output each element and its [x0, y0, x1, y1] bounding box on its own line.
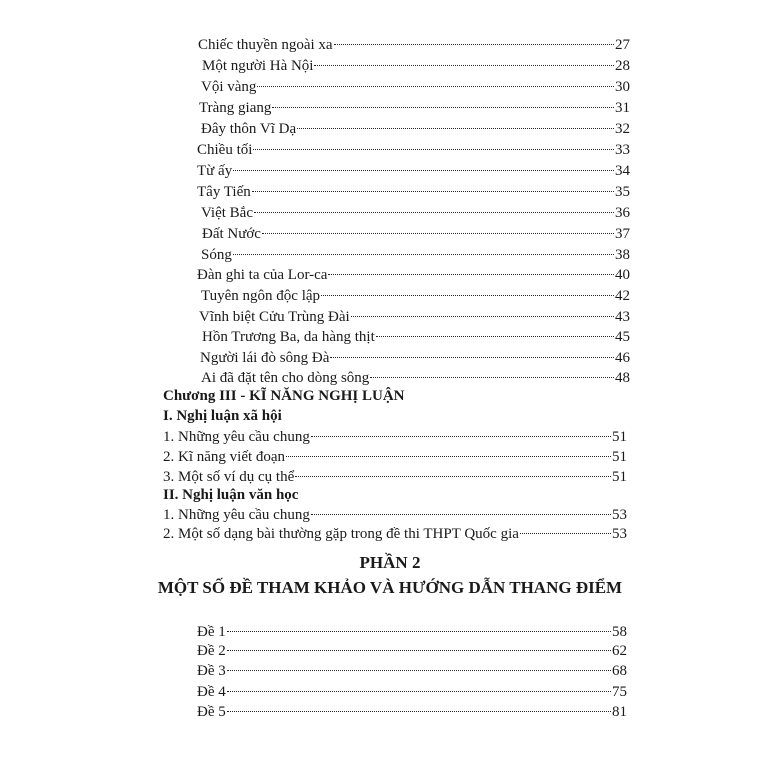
dot-leader — [520, 533, 611, 534]
toc-entry — [197, 662, 627, 680]
toc-entry — [163, 428, 627, 446]
toc-entry — [163, 448, 627, 466]
toc-entry — [197, 183, 630, 201]
section-heading: II. Nghị luận văn học — [163, 487, 299, 503]
toc-entry — [200, 349, 630, 367]
toc-entry — [201, 246, 630, 264]
dot-leader — [311, 514, 611, 515]
toc-entry — [198, 36, 630, 54]
toc-entry-page: 51 — [612, 429, 627, 445]
dot-leader — [227, 711, 611, 712]
toc-entry-page: 42 — [615, 288, 630, 304]
toc-entry — [197, 703, 627, 721]
dot-leader — [297, 128, 614, 129]
toc-entry-page: 46 — [615, 350, 630, 366]
toc-entry — [197, 162, 630, 180]
toc-entry — [202, 57, 630, 75]
dot-leader — [334, 44, 614, 45]
dot-leader — [262, 233, 614, 234]
toc-entry-title: Tây Tiến — [197, 184, 251, 200]
toc-entry-page: 51 — [612, 469, 627, 485]
toc-entry-page: 51 — [612, 449, 627, 465]
toc-entry — [201, 287, 630, 305]
toc-entry-title: Sóng — [201, 247, 232, 263]
part-title: PHẦN 2 — [359, 553, 421, 572]
dot-leader — [233, 254, 614, 255]
toc-entry-page: 53 — [612, 507, 627, 523]
toc-entry-page: 45 — [615, 329, 630, 345]
dot-leader — [252, 191, 614, 192]
toc-entry-title: Từ ấy — [197, 163, 233, 179]
dot-leader — [376, 336, 614, 337]
toc-entry-page: 81 — [612, 704, 627, 720]
toc-entry-page: 40 — [615, 267, 630, 283]
toc-entry-page: 27 — [615, 37, 630, 53]
toc-entry-title: 1. Những yêu cầu chung — [163, 429, 310, 445]
toc-entry-page: 75 — [612, 684, 627, 700]
toc-entry — [201, 120, 630, 138]
toc-entry-title: Tràng giang — [199, 100, 272, 116]
toc-entry-title: Đề 5 — [197, 704, 226, 720]
dot-leader — [227, 691, 611, 692]
toc-entry-title: Đề 4 — [197, 684, 226, 700]
toc-entry-page: 32 — [615, 121, 630, 137]
dot-leader — [257, 86, 614, 87]
toc-entry — [197, 141, 630, 159]
toc-entry-page: 58 — [612, 624, 627, 640]
toc-entry-title: Vĩnh biệt Cửu Trùng Đài — [199, 309, 350, 325]
dot-leader — [311, 436, 611, 437]
toc-entry-title: Người lái đò sông Đà — [200, 350, 330, 366]
dot-leader — [314, 65, 614, 66]
toc-entry-page: 28 — [615, 58, 630, 74]
dot-leader — [321, 295, 614, 296]
toc-entry-title: Đây thôn Vĩ Dạ — [201, 121, 297, 137]
toc-entry-title: Hồn Trương Ba, da hàng thịt — [202, 329, 375, 345]
toc-entry-title: Đàn ghi ta của Lor-ca — [197, 267, 328, 283]
toc-entry-title: Đề 1 — [197, 624, 226, 640]
section-heading: I. Nghị luận xã hội — [163, 408, 282, 424]
toc-entry — [201, 78, 630, 96]
toc-entry-page: 31 — [615, 100, 630, 116]
toc-entry — [201, 369, 630, 387]
toc-entry-title: Đề 2 — [197, 643, 226, 659]
toc-entry-title: 1. Những yêu cầu chung — [163, 507, 310, 523]
dot-leader — [253, 149, 614, 150]
toc-entry — [163, 506, 627, 524]
toc-entry — [197, 266, 630, 284]
dot-leader — [330, 357, 614, 358]
dot-leader — [254, 212, 614, 213]
toc-entry-page: 38 — [615, 247, 630, 263]
toc-entry-title: Đất Nước — [202, 226, 261, 242]
toc-entry-title: Chiều tối — [197, 142, 253, 158]
toc-entry-page: 30 — [615, 79, 630, 95]
toc-entry-page: 53 — [612, 526, 627, 542]
toc-entry — [202, 225, 630, 243]
dot-leader — [233, 170, 614, 171]
chapter-heading: Chương III - KĨ NĂNG NGHỊ LUẬN — [163, 388, 405, 404]
toc-entry-page: 37 — [615, 226, 630, 242]
dot-leader — [295, 476, 611, 477]
dot-leader — [286, 456, 611, 457]
toc-entry-title: Chiếc thuyền ngoài xa — [198, 37, 333, 53]
toc-entry-title: Việt Bắc — [201, 205, 253, 221]
toc-entry — [197, 642, 627, 660]
toc-entry-title: 2. Kĩ năng viết đoạn — [163, 449, 286, 465]
toc-entry-page: 43 — [615, 309, 630, 325]
dot-leader — [227, 650, 611, 651]
toc-entry-title: Vội vàng — [201, 79, 257, 95]
toc-entry-title: Đề 3 — [197, 663, 226, 679]
toc-entry — [199, 308, 630, 326]
dot-leader — [370, 377, 614, 378]
toc-entry-title: Tuyên ngôn độc lập — [201, 288, 321, 304]
toc-entry-page: 68 — [612, 663, 627, 679]
dot-leader — [351, 316, 614, 317]
toc-entry — [197, 623, 627, 641]
toc-entry-title: 3. Một số ví dụ cụ thể — [163, 469, 295, 485]
toc-entry — [163, 468, 627, 486]
dot-leader — [328, 274, 614, 275]
toc-entry-title: Một người Hà Nội — [202, 58, 314, 74]
toc-entry-title: Ai đã đặt tên cho dòng sông — [201, 370, 370, 386]
toc-entry-page: 48 — [615, 370, 630, 386]
toc-entry — [197, 683, 627, 701]
toc-entry-page: 34 — [615, 163, 630, 179]
toc-entry — [201, 204, 630, 222]
toc-entry — [202, 328, 630, 346]
toc-entry — [199, 99, 630, 117]
dot-leader — [227, 670, 611, 671]
dot-leader — [227, 631, 611, 632]
toc-entry-title: 2. Một số dạng bài thường gặp trong đề thi THPT Quốc gia — [163, 526, 519, 542]
toc-entry-page: 36 — [615, 205, 630, 221]
dot-leader — [272, 107, 614, 108]
toc-entry-page: 35 — [615, 184, 630, 200]
toc-entry-page: 62 — [612, 643, 627, 659]
toc-entry-page: 33 — [615, 142, 630, 158]
part-subtitle: MỘT SỐ ĐỀ THAM KHẢO VÀ HƯỚNG DẪN THANG ĐIỂM — [157, 578, 623, 597]
toc-entry — [163, 525, 627, 543]
